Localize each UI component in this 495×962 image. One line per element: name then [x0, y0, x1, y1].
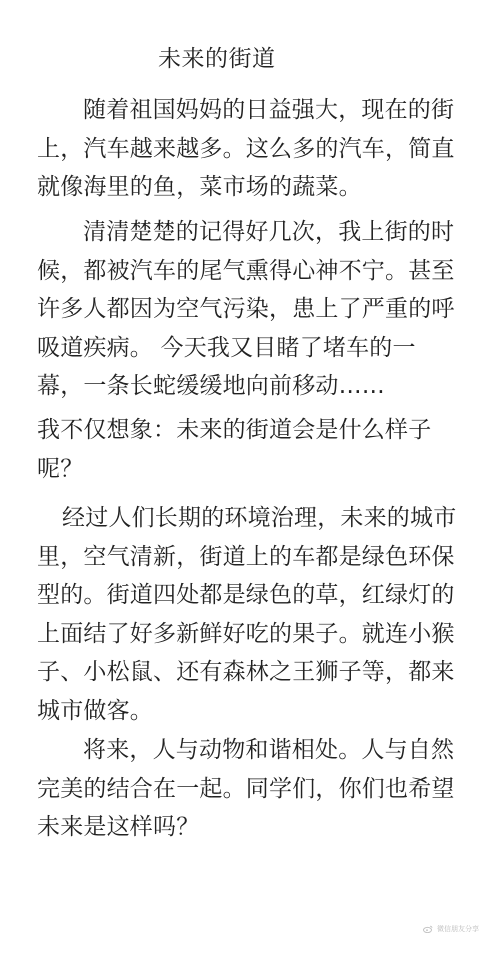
paragraph-3: 我不仅想象：未来的街道会是什么样子呢？ [37, 417, 432, 482]
weibo-icon [423, 925, 433, 933]
paragraph-1: 随着祖国妈妈的日益强大，现在的街上，汽车越来越多。这么多的汽车，简直就像海里的鱼，菜市场的蔬菜。 [37, 97, 455, 200]
essay-title: 未来的街道 [158, 46, 276, 72]
paragraph-5: 将来，人与动物和谐相处。人与自然完美的结合在一起。同学们，你们也希望未来是这样吗？ [37, 737, 455, 840]
watermark-text: 微信朋友分享 [437, 925, 479, 933]
paragraph-2: 清清楚楚的记得好几次，我上街的时候，都被汽车的尾气熏得心神不宁。甚至许多人都因为空气污染，患上了严重的呼吸道疾病。 今天我又目睹了堵车的一幕，一条长蛇缓缓地向前移动…… [37, 219, 455, 399]
watermark [423, 924, 479, 934]
paragraph-4: 经过人们长期的环境治理，未来的城市里，空气清新，街道上的车都是绿色环保型的。街道四处都是绿色的草，红绿灯的上面结了好多新鲜好吃的果子。就连小猴子、小松鼠、还有森林之王狮子等，都来城市做客。 [37, 505, 457, 724]
